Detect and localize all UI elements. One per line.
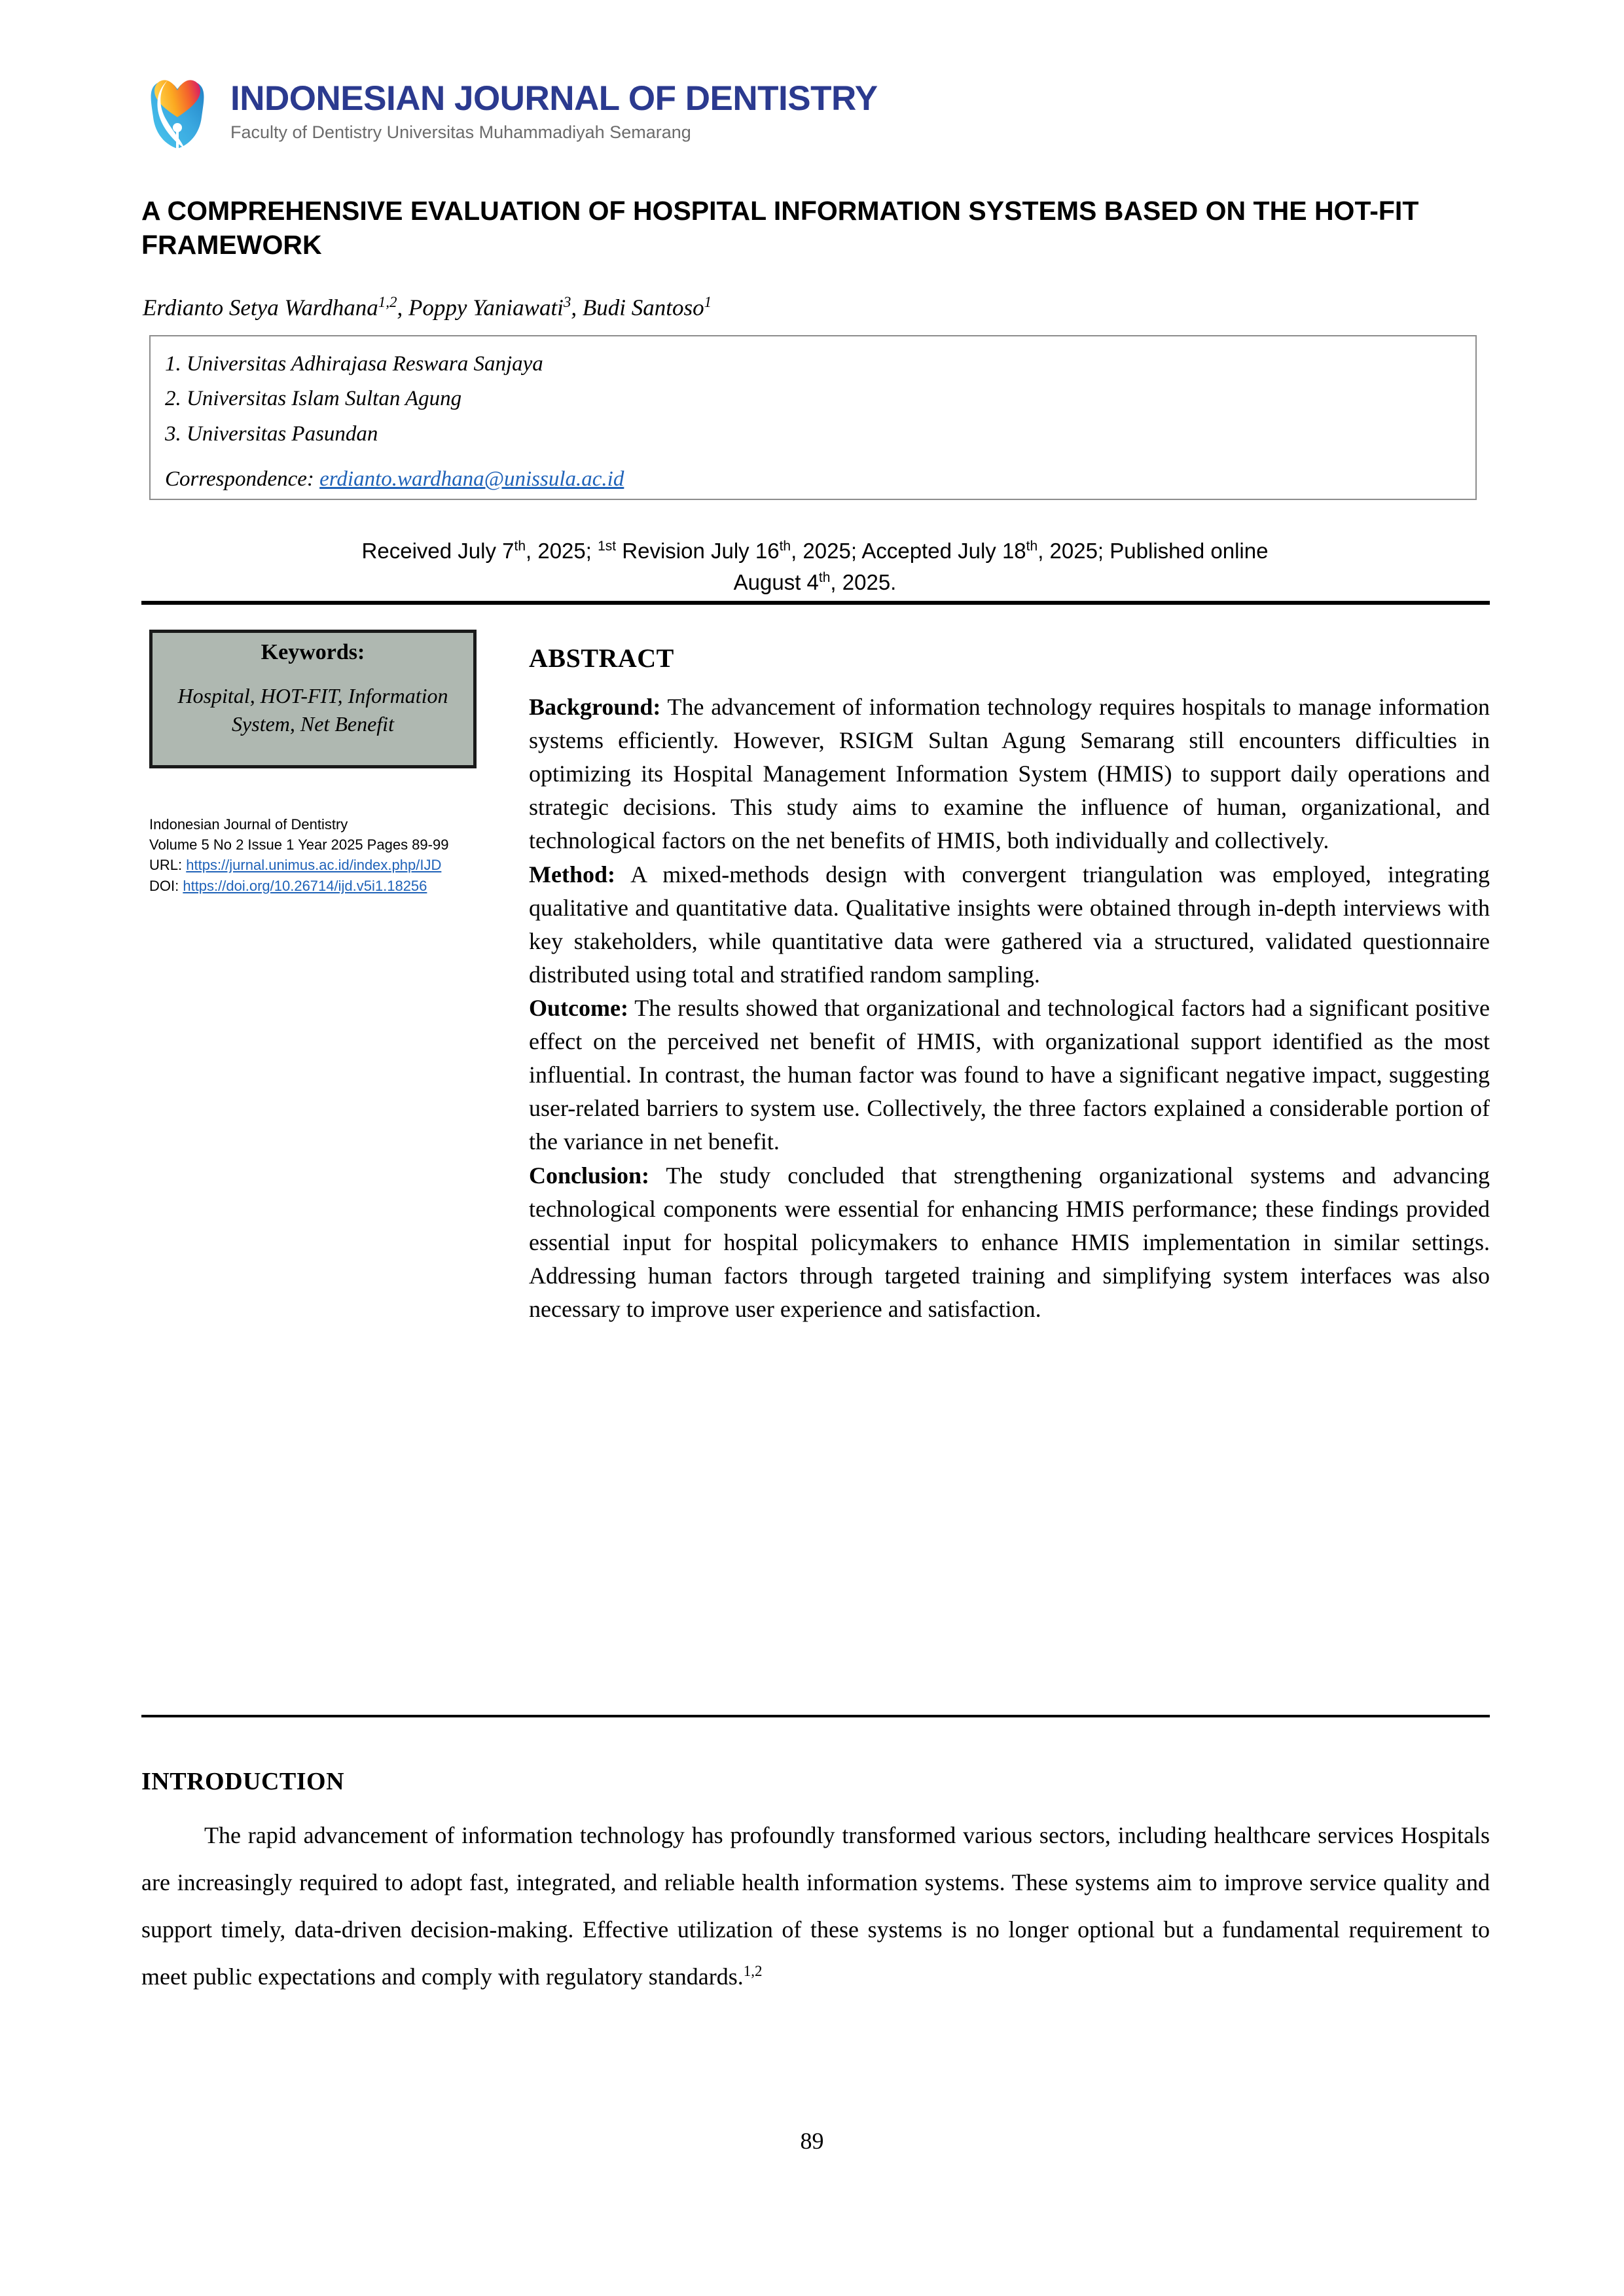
author-name-1: Erdianto Setya Wardhana (143, 295, 378, 321)
introduction-text: The rapid advancement of information technology has profoundly transformed various sectors, including healthcare services Hospitals are increasingly required to adopt fast, integrated, and reliable health information systems. These systems aim to improve service quality and support timely, data-driven decision-making. Effective utilization of these systems is no longer optional but a fundamental requirement to meet public expectations and comply with regulatory standards. (141, 1822, 1490, 1990)
journal-logo-subtitle: Faculty of Dentistry Universitas Muhammadiyah Semarang (230, 122, 691, 142)
abstract-heading: ABSTRACT (529, 643, 674, 673)
journal-metadata (149, 814, 490, 896)
keywords-heading: Keywords: (261, 640, 365, 664)
published-year: , 2025. (830, 569, 897, 594)
author-separator-1: , Poppy Yaniawati (397, 295, 564, 321)
introduction-citation: 1,2 (743, 1963, 763, 1979)
accepted-year: , 2025; Published online (1038, 539, 1269, 563)
revision-ordinal-2: th (779, 539, 791, 554)
correspondence-label: Correspondence: (165, 467, 314, 492)
accepted-ordinal: th (1026, 539, 1038, 554)
received-ordinal: th (514, 539, 526, 554)
revision-label: Revision July 16 (616, 539, 780, 563)
meta-journal-name: Indonesian Journal of Dentistry (149, 816, 348, 833)
abstract-conclusion-text: The study concluded that strengthening organizational systems and advancing technological components were essential for enhancing HMIS performance; these findings provided essential input for hospital policymakers to enhance HMIS implementation in similar settings. Addressing human factors through targeted training and simplifying system interfaces was also necessary to improve user experience and satisfaction. (529, 1162, 1490, 1322)
meta-doi-row (149, 876, 490, 896)
abstract-outcome-label: Outcome: (529, 994, 628, 1021)
author-list (143, 293, 1485, 322)
page-number: 89 (800, 2128, 824, 2154)
affiliation-box (149, 335, 1477, 500)
received-label: Received July 7 (361, 539, 514, 563)
meta-doi-link[interactable]: https://doi.org/10.26714/ijd.v5i1.18256 (183, 877, 427, 894)
abstract-section (529, 643, 1490, 1326)
divider-top (141, 601, 1490, 605)
meta-url-link[interactable]: https://jurnal.unimus.ac.id/index.php/IJD (186, 857, 442, 874)
author-separator-2: , Budi Santoso (571, 295, 704, 321)
keywords-box (149, 630, 477, 768)
abstract-outcome-text: The results showed that organizational and technological factors had a significant positive effect on the perceived net benefit of HMIS, with organizational support identified as the most influential. In contrast, the human factor was found to have a significant negative impact, suggesting user-related barriers to system use. Collectively, the three factors explained a considerable portion of the variance in net benefit. (529, 994, 1490, 1155)
abstract-conclusion-paragraph (529, 1159, 1490, 1327)
abstract-background-text: The advancement of information technology requires hospitals to manage information systems efficiently. However, RSIGM Sultan Agung Semarang still encounters difficulties in optimizing its Hospital Management Information System (HMIS) to support daily operations and strategic decisions. This study aims to examine the influence of human, organizational, and technological factors on the net benefits of HMIS, both individually and collectively. (529, 694, 1490, 854)
published-ordinal: th (818, 569, 831, 585)
meta-doi-label: DOI: (149, 877, 183, 894)
journal-masthead (139, 69, 957, 154)
abstract-method-text: A mixed-methods design with convergent triangulation was employed, integrating qualitative and quantitative data. Qualitative insights were obtained through in-depth interviews with key stakeholders, while quantitative data were gathered via a structured, validated questionnaire distributed using total and stratified random sampling. (529, 861, 1490, 988)
published-label: August 4 (733, 569, 819, 594)
journal-logo-title: INDONESIAN JOURNAL OF DENTISTRY (230, 79, 878, 118)
introduction-heading: INTRODUCTION (141, 1768, 345, 1795)
revision-ordinal: 1st (598, 539, 617, 554)
correspondence-line (165, 467, 1461, 492)
abstract-background-paragraph (529, 691, 1490, 858)
received-year: , 2025; (526, 539, 598, 563)
abstract-background-label: Background: (529, 694, 661, 720)
article-title: A COMPREHENSIVE EVALUATION OF HOSPITAL INFORMATION SYSTEMS BASED ON THE HOT-FIT FRAMEWORK (141, 196, 1419, 260)
affiliation-item: 2. Universitas Islam Sultan Agung (165, 387, 462, 411)
journal-logo-text (230, 81, 878, 141)
meta-url-label: URL: (149, 857, 187, 874)
abstract-outcome-paragraph (529, 992, 1490, 1159)
introduction-paragraph (141, 1812, 1490, 2000)
divider-bottom (141, 1715, 1490, 1717)
affiliation-item: 3. Universitas Pasundan (165, 422, 378, 446)
keywords-list: Hospital, HOT-FIT, Information System, Net Benefit (177, 683, 448, 736)
author-affil-ref-1: 1,2 (378, 294, 397, 310)
journal-logo-icon (139, 71, 216, 151)
revision-year: , 2025; Accepted July 18 (791, 539, 1026, 563)
author-affil-ref-2: 3 (563, 294, 571, 310)
abstract-method-paragraph (529, 858, 1490, 992)
publication-dates (209, 535, 1420, 598)
abstract-method-label: Method: (529, 861, 615, 888)
author-affil-ref-3: 1 (704, 294, 712, 310)
meta-url-row (149, 855, 490, 875)
meta-volume-line: Volume 5 No 2 Issue 1 Year 2025 Pages 89-99 (149, 836, 449, 853)
abstract-conclusion-label: Conclusion: (529, 1162, 650, 1189)
correspondence-email-link[interactable]: erdianto.wardhana@unissula.ac.id (319, 467, 624, 492)
affiliation-item: 1. Universitas Adhirajasa Reswara Sanjaya (165, 352, 543, 376)
